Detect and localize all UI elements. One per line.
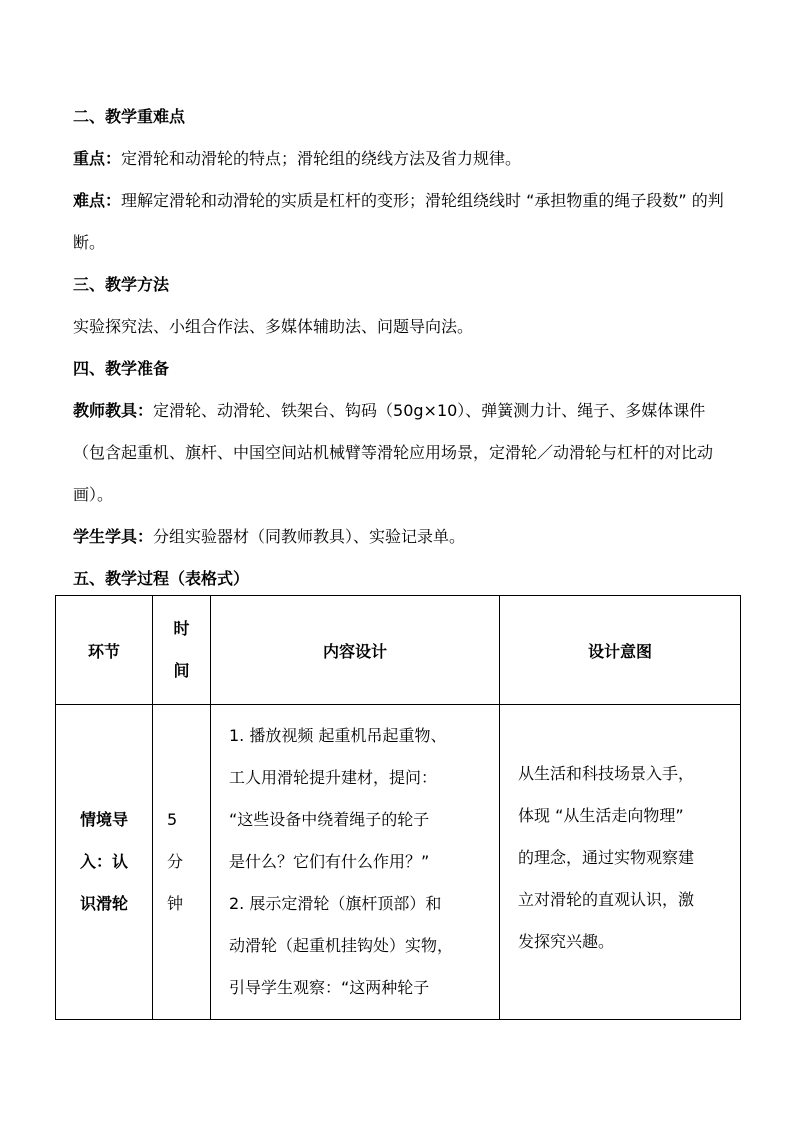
time-line: 分 — [167, 852, 184, 871]
header-intent: 设计意图 — [500, 596, 741, 705]
teacher-tools-text: 定滑轮、动滑轮、铁架台、钩码（50g×10）、弹簧测力计、绳子、多媒体课件（包含起重机、旗杆、中国空间站机械臂等滑轮应用场景，定滑轮／动滑轮与杠杆的对比动画）。 — [73, 401, 714, 504]
intent-line: 从生活和科技场景入手， — [518, 764, 695, 783]
section-heading-process: 五、教学过程（表格式） — [73, 569, 250, 588]
student-tools-label: 学生学具： — [73, 527, 154, 546]
student-tools-paragraph — [73, 516, 733, 558]
teaching-process-table — [55, 595, 741, 1020]
stage-line: 识滑轮 — [79, 894, 128, 913]
content-line: 引导学生观察：“这两种轮子 — [229, 978, 430, 997]
time-cell — [153, 705, 211, 1020]
time-line: 钟 — [167, 894, 184, 913]
stage-cell — [56, 705, 153, 1020]
intent-cell — [500, 705, 741, 1020]
intent-line: 发探究兴趣。 — [518, 932, 615, 951]
intent-line: 的理念，通过实物观察建 — [518, 848, 695, 867]
teacher-tools-label: 教师教具： — [73, 401, 154, 420]
content-line: 是什么？它们有什么作用？” — [229, 852, 430, 871]
table-header-row — [56, 596, 741, 705]
key-points-paragraph — [73, 138, 733, 180]
stage-line: 情境导 — [79, 810, 128, 829]
student-tools-text: 分组实验器材（同教师教具）、实验记录单。 — [153, 527, 466, 546]
content-cell — [211, 705, 500, 1020]
section-heading-methods: 三、教学方法 — [73, 275, 170, 294]
header-time — [153, 596, 211, 705]
difficulties-text: 理解定滑轮和动滑轮的实质是杠杆的变形；滑轮组绕线时 “承担物重的绳子段数” 的判断。 — [73, 191, 724, 252]
content-line: 动滑轮（起重机挂钩处）实物， — [229, 936, 454, 955]
table-row — [56, 705, 741, 1020]
section-heading-preparation: 四、教学准备 — [73, 359, 170, 378]
stage-line: 入：认 — [79, 852, 128, 871]
header-stage: 环节 — [56, 596, 153, 705]
content-line: 2. 展示定滑轮（旗杆顶部）和 — [229, 894, 442, 913]
header-time-line1: 时 — [173, 619, 190, 638]
header-content: 内容设计 — [211, 596, 500, 705]
content-line: “这些设备中绕着绳子的轮子 — [229, 810, 430, 829]
teacher-tools-paragraph — [73, 390, 733, 516]
intent-line: 立对滑轮的直观认识，激 — [518, 890, 695, 909]
key-points-label: 重点： — [73, 149, 122, 168]
section-heading-key-points: 二、教学重难点 — [73, 107, 186, 126]
key-points-text: 定滑轮和动滑轮的特点；滑轮组的绕线方法及省力规律。 — [121, 149, 522, 168]
time-line: 5 — [167, 810, 178, 829]
methods-paragraph: 实验探究法、小组合作法、多媒体辅助法、问题导向法。 — [73, 317, 474, 336]
intent-line: 体现 “从生活走向物理” — [518, 806, 684, 825]
difficulties-paragraph — [73, 180, 733, 264]
header-time-line2: 间 — [173, 661, 190, 680]
difficulties-label: 难点： — [73, 191, 122, 210]
content-line: 工人用滑轮提升建材，提问： — [229, 768, 438, 787]
content-line: 1. 播放视频 起重机吊起重物、 — [229, 726, 447, 745]
